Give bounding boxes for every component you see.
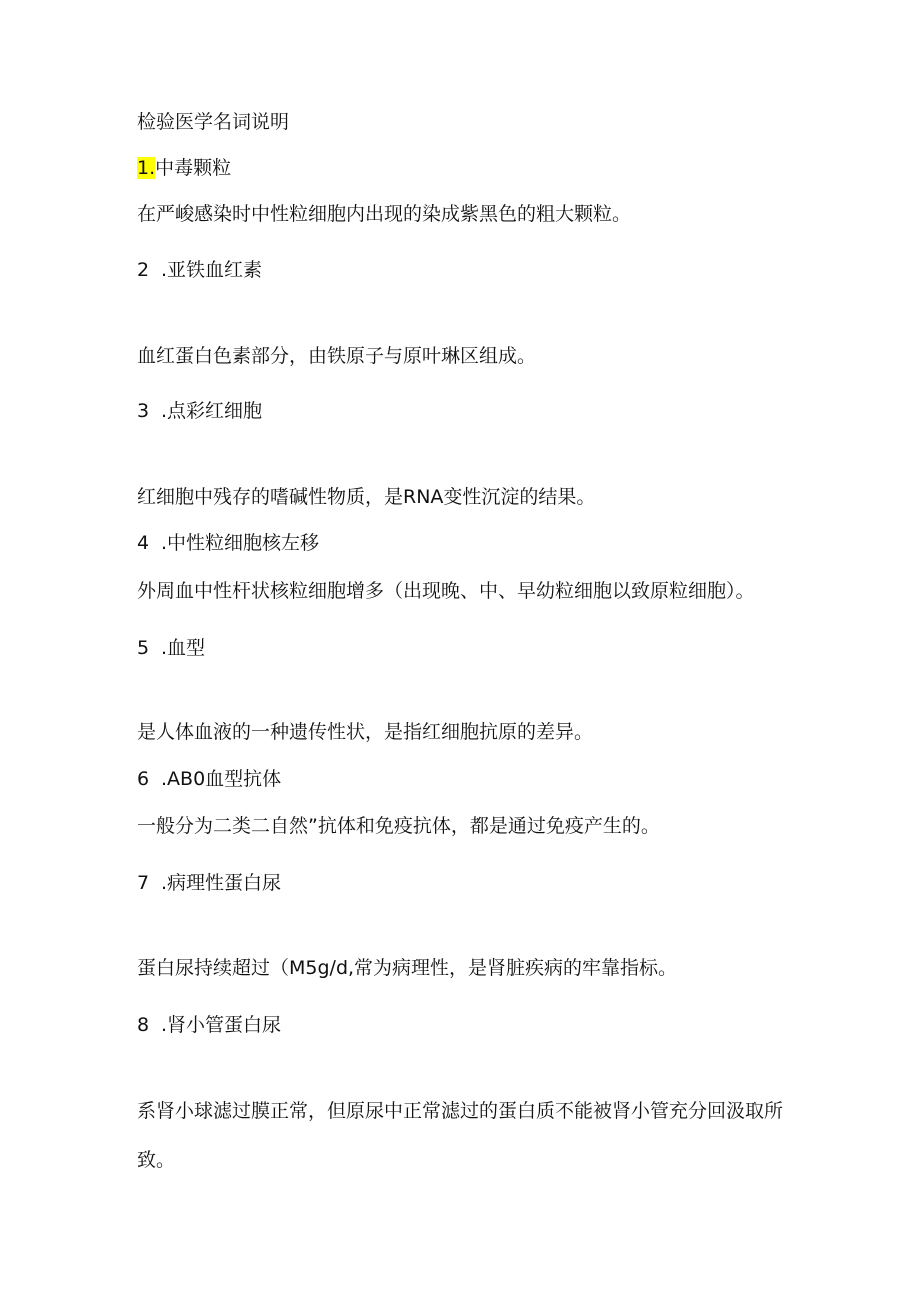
term-number: 7 [137,872,150,894]
term-definition: 红细胞中残存的嗜碱性物质，是RNA变性沉淀的结果。 [137,486,596,508]
term-heading [137,155,231,181]
term-definition: 一般分为二类二自然”抗体和免疫抗体，都是通过免疫产生的。 [137,815,660,837]
term-definition: 外周血中性杆状核粒细胞增多（出现晚、中、早幼粒细胞以致原粒细胞）。 [137,580,755,602]
term-definition: 血红蛋白色素部分，由铁原子与原叶琳区组成。 [137,345,537,367]
term-name: .亚铁血红素 [161,259,263,281]
term-name: .中性粒细胞核左移 [161,532,320,554]
term-number: 1. [137,157,156,179]
term-name: .病理性蛋白尿 [161,872,282,894]
term-definition: 蛋白尿持续超过（M5g∕d,常为病理性，是肾脏疾病的牢靠指标。 [137,957,678,979]
term-heading [137,1012,281,1038]
term-heading [137,635,205,661]
term-name: 中毒颗粒 [155,157,232,179]
term-number: 8 [137,1014,150,1036]
term-heading [137,870,281,896]
term-definition: 系肾小球滤过膜正常，但原尿中正常滤过的蛋白质不能被肾小管充分回汲取所 [137,1100,784,1122]
document-title: 检验医学名词说明 [137,111,290,133]
term-heading [137,766,281,792]
term-number: 4 [137,532,150,554]
term-name: .点彩红细胞 [161,400,263,422]
term-definition: 在严峻感染时中性粒细胞内出现的染成紫黑色的粗大颗粒。 [137,203,632,225]
term-heading [137,530,319,556]
term-number: 5 [137,637,150,659]
term-number: 6 [137,768,150,790]
term-name: .AB0血型抗体 [161,768,282,790]
term-heading [137,398,262,424]
term-number: 2 [137,259,150,281]
term-heading [137,257,262,283]
term-definition: 是人体血液的一种遗传性状，是指红细胞抗原的差异。 [137,721,594,743]
term-definition-continuation: 致。 [137,1149,176,1171]
term-name: .血型 [161,637,206,659]
term-number: 3 [137,400,150,422]
term-name: .肾小管蛋白尿 [161,1014,282,1036]
